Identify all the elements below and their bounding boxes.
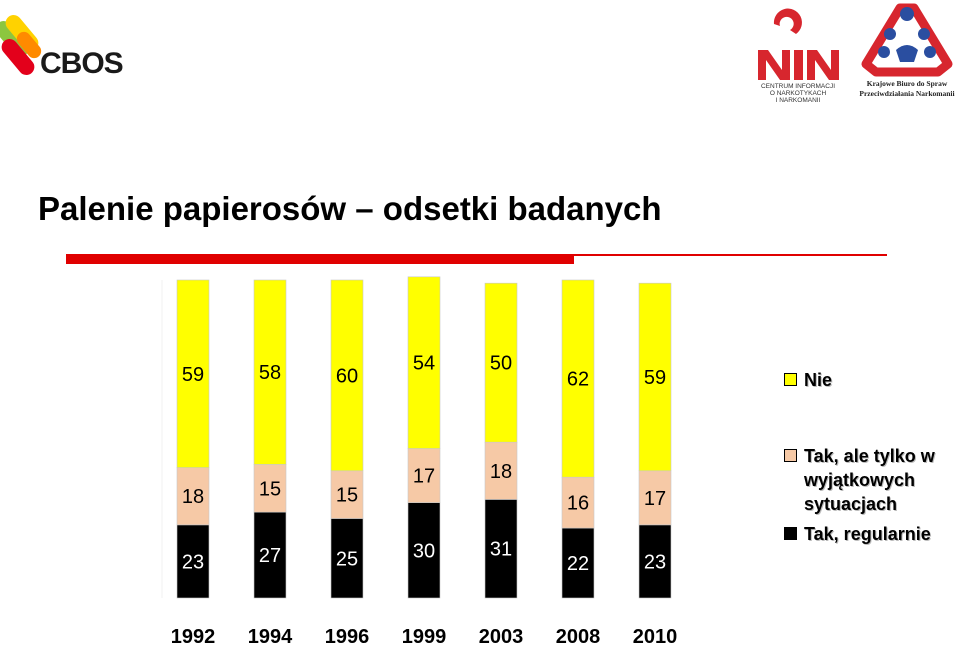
- kbpn-logo-line-2: Przeciwdziałania Narkomanii: [859, 89, 955, 98]
- legend-swatch: [784, 449, 797, 462]
- data-label: 31: [489, 538, 513, 561]
- data-label: 62: [566, 368, 590, 391]
- chart-svg: [80, 268, 700, 658]
- x-tick-label: 2003: [478, 626, 524, 648]
- legend-label: Tak, ale tylko w wyjątkowych sytuacjach: [804, 446, 935, 514]
- data-label: 17: [412, 465, 436, 488]
- legend-item: [784, 368, 864, 392]
- nin-logo-line-2: O NARKOTYKACH: [769, 90, 827, 97]
- data-label: 17: [643, 487, 667, 510]
- legend-item: [784, 444, 960, 516]
- title-underline-thick: [66, 254, 574, 264]
- nin-logo-line-1: CENTRUM INFORMACJI: [760, 83, 836, 90]
- data-label: 18: [181, 486, 205, 509]
- data-label: 15: [258, 478, 282, 501]
- legend-swatch: [784, 527, 797, 540]
- data-label: 60: [335, 365, 359, 388]
- nin-logo-line-3: I NARKOMANII: [775, 97, 821, 104]
- data-label: 23: [181, 551, 205, 574]
- legend-swatch: [784, 373, 797, 386]
- x-tick-label: 1999: [401, 626, 447, 648]
- kbpn-logo-mark: [866, 7, 948, 72]
- data-label: 59: [181, 363, 205, 386]
- x-tick-label: 2010: [632, 626, 678, 648]
- data-label: 30: [412, 540, 436, 563]
- chart: [80, 268, 935, 663]
- data-label: 23: [643, 551, 667, 574]
- legend-label: Tak, regularnie: [804, 524, 931, 544]
- nin-logo: [752, 8, 844, 104]
- kbpn-logo: [854, 0, 960, 104]
- data-label: 58: [258, 362, 282, 385]
- x-tick-label: 1994: [247, 626, 293, 648]
- data-label: 25: [335, 548, 359, 571]
- legend-label: Nie: [804, 370, 833, 390]
- cbos-logo-text: CBOS: [40, 47, 123, 80]
- kbpn-logo-line-1: Krajowe Biuro do Spraw: [866, 79, 948, 88]
- data-label: 18: [489, 460, 513, 483]
- x-tick-label: 1996: [324, 626, 370, 648]
- data-label: 54: [412, 352, 436, 375]
- data-label: 59: [643, 366, 667, 389]
- x-tick-label: 2008: [555, 626, 601, 648]
- nin-logo-mark: [758, 9, 839, 80]
- title-underline-thin: [574, 254, 887, 256]
- data-label: 15: [335, 484, 359, 507]
- x-tick-label: 1992: [170, 626, 216, 648]
- data-label: 16: [566, 492, 590, 515]
- data-label: 50: [489, 352, 513, 375]
- page-title: Palenie papierosów – odsetki badanych: [38, 190, 662, 227]
- data-label: 22: [566, 553, 590, 576]
- legend-item: [784, 522, 960, 546]
- data-label: 27: [258, 545, 282, 568]
